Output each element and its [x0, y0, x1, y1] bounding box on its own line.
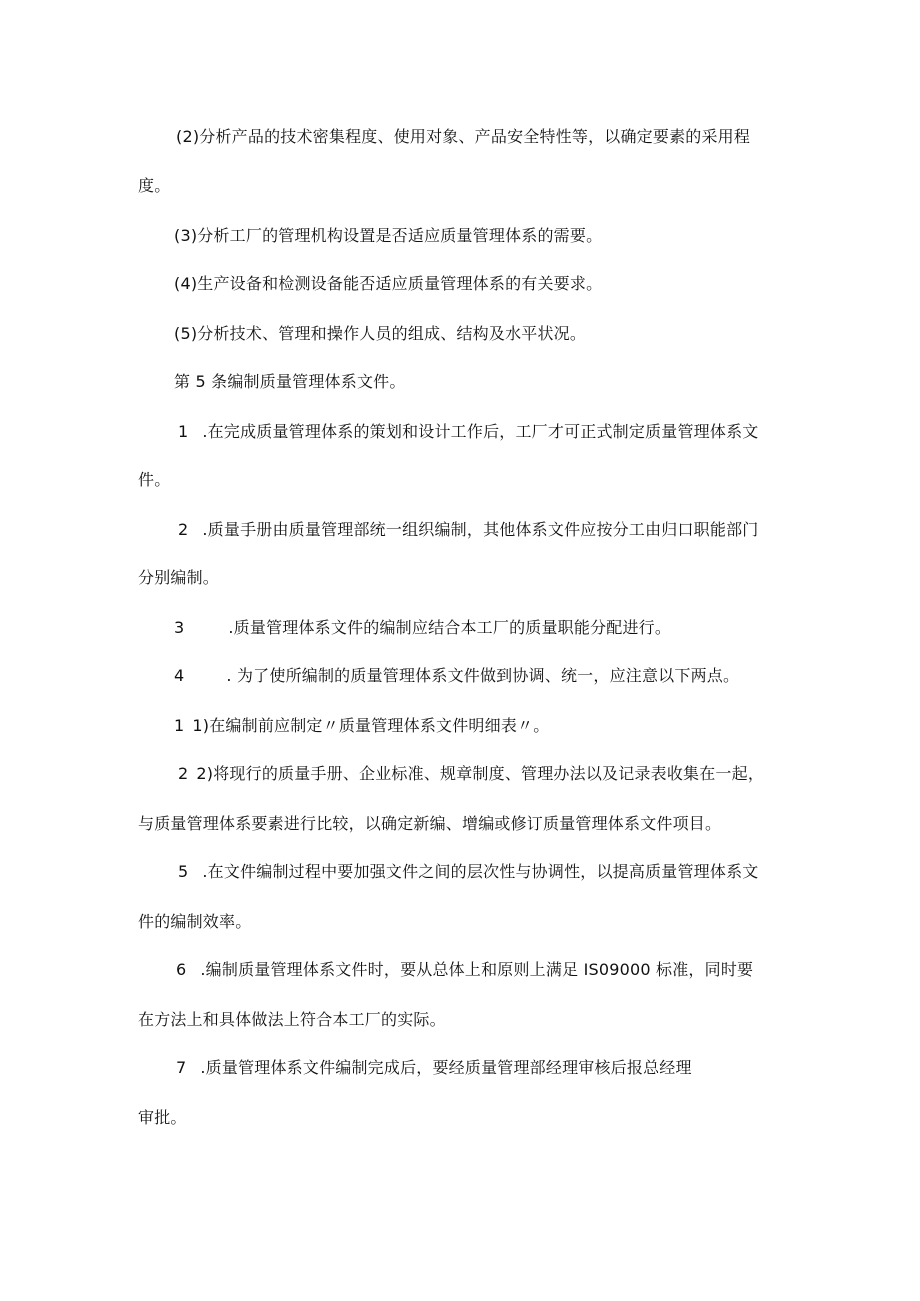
item-2-number: 2 [178, 520, 189, 539]
item-3-number: 3 [174, 618, 185, 637]
sub-item-2-number: 2 [178, 764, 189, 783]
item-7-text: .质量管理体系文件编制完成后，要经质量管理部经理审核后报总经理 [200, 1058, 692, 1077]
item-2-text: .质量手册由质量管理部统一组织编制，其他体系文件应按分工由归口职能部门 [202, 520, 759, 539]
item-1-line-2: 件。 [138, 470, 171, 489]
item-5-line-2: 件的编制效率。 [138, 912, 252, 931]
item-7-line-2: 审批。 [138, 1108, 187, 1127]
item-7-number: 7 [176, 1058, 187, 1077]
item-4 [174, 666, 739, 686]
para-4: (4)生产设备和检测设备能否适应质量管理体系的有关要求。 [174, 274, 603, 293]
sub-item-2-line-1 [178, 764, 764, 784]
article-5-heading: 第 5 条编制质量管理体系文件。 [174, 372, 406, 391]
item-6-line-1 [176, 960, 753, 980]
item-3 [174, 618, 671, 638]
item-2-line-1 [178, 520, 758, 540]
item-4-number: 4 [174, 666, 185, 685]
para-3: (3)分析工厂的管理机构设置是否适应质量管理体系的需要。 [174, 226, 603, 245]
item-5-number: 5 [178, 862, 189, 881]
item-6-line-2: 在方法上和具体做法上符合本工厂的实际。 [138, 1010, 446, 1029]
item-4-text: . 为了使所编制的质量管理体系文件做到协调、统一，应注意以下两点。 [226, 666, 740, 685]
item-3-text: .质量管理体系文件的编制应结合本工厂的质量职能分配进行。 [228, 618, 672, 637]
sub-item-2-line-2: 与质量管理体系要素进行比较，以确定新编、增编或修订质量管理体系文件项目。 [138, 814, 722, 833]
sub-item-1 [174, 716, 549, 736]
item-5-line-1 [178, 862, 758, 882]
sub-item-1-number: 1 [174, 716, 185, 735]
item-2-line-2: 分别编制。 [138, 568, 220, 587]
item-5-text: .在文件编制过程中要加强文件之间的层次性与协调性，以提高质量管理体系文 [202, 862, 759, 881]
sub-item-1-text: 1)在编制前应制定〃质量管理体系文件明细表〃。 [192, 716, 550, 735]
item-1-number: 1 [178, 422, 189, 441]
para-5: (5)分析技术、管理和操作人员的组成、结构及水平状况。 [174, 324, 587, 343]
para-2-line-2: 度。 [138, 176, 171, 195]
sub-item-2-text: 2)将现行的质量手册、企业标准、规章制度、管理办法以及记录表收集在一起， [196, 764, 765, 783]
item-1-text: .在完成质量管理体系的策划和设计工作后，工厂才可正式制定质量管理体系文 [202, 422, 759, 441]
item-6-text: .编制质量管理体系文件时，要从总体上和原则上满足 IS09000 标准，同时要 [200, 960, 754, 979]
item-7-line-1 [176, 1058, 692, 1078]
para-2-line-1: (2)分析产品的技术密集程度、使用对象、产品安全特性等，以确定要素的采用程 [176, 127, 751, 146]
item-6-number: 6 [176, 960, 187, 979]
item-1-line-1 [178, 422, 758, 442]
